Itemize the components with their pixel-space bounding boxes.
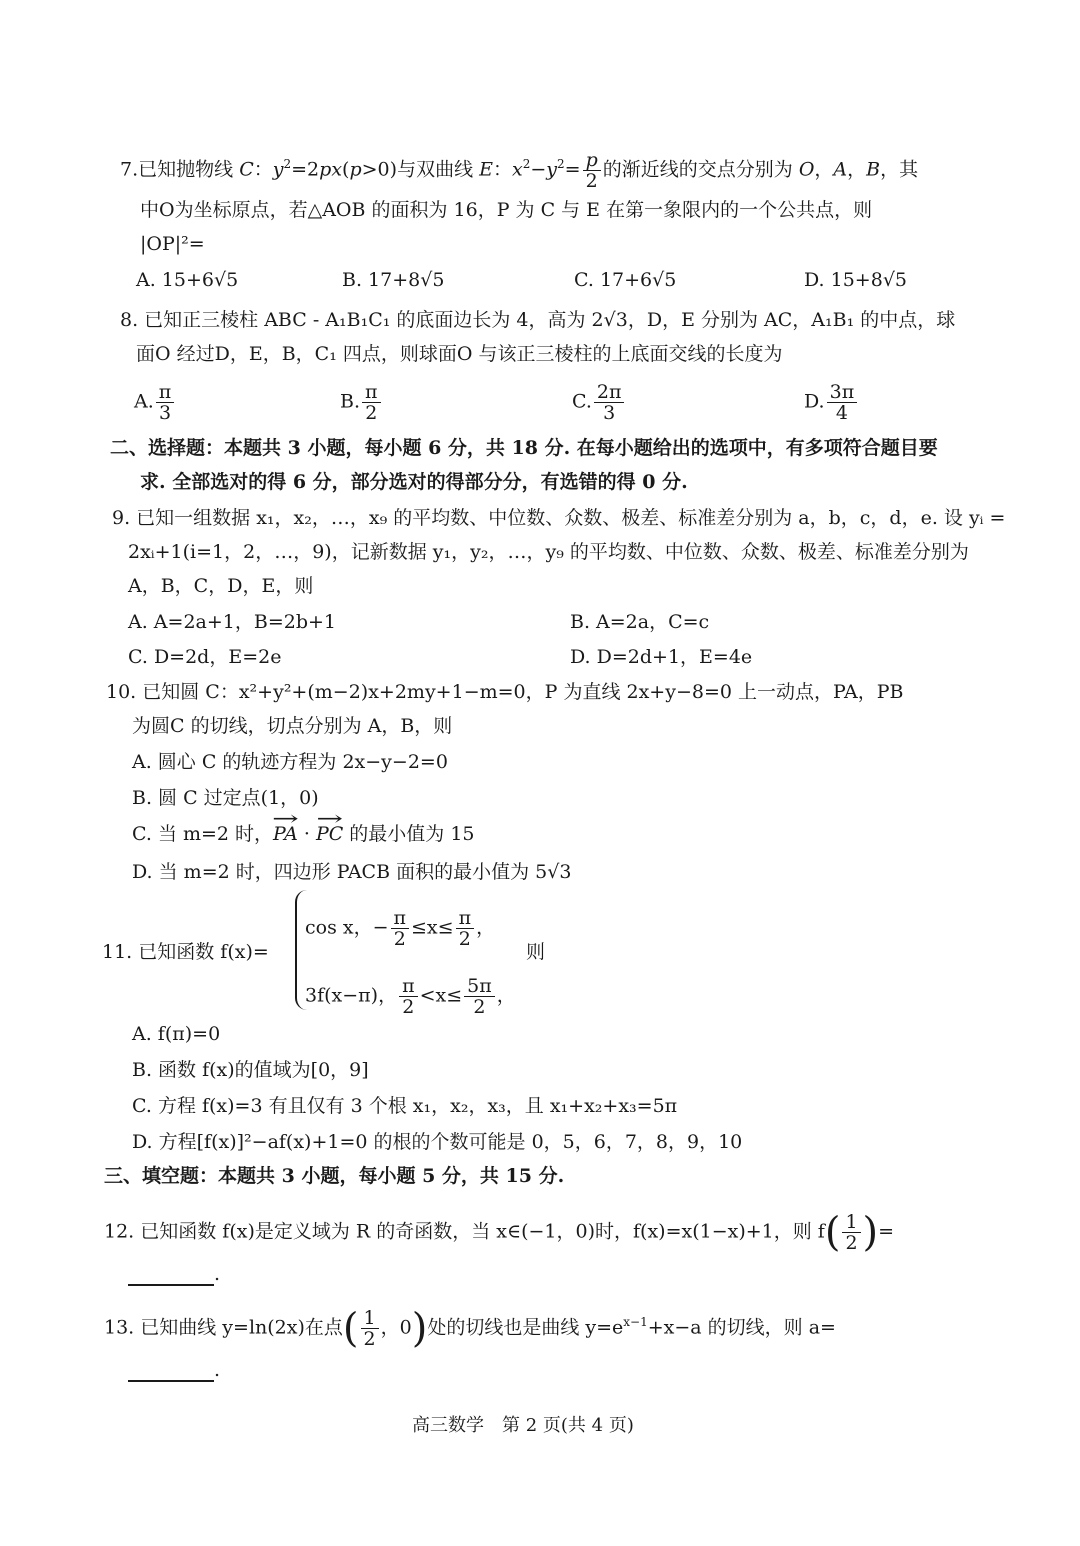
q8-option-d: D. $\frac{3\pi}{4}$ — [804, 382, 859, 423]
q11-option-a: A. f(π)=0 — [132, 1023, 221, 1045]
q9-option-b: B. A=2a，C=c — [570, 611, 710, 633]
q8-option-c: C. $\frac{2\pi}{3}$ — [572, 382, 626, 423]
q8-option-a: A. $\frac{\pi}{3}$ — [134, 382, 176, 423]
q8-option-b: B. $\frac{\pi}{2}$ — [340, 382, 383, 423]
q10-line2: 为圆C 的切线，切点分别为 A，B，则 — [132, 715, 453, 737]
q13-line1: 13. 已知曲线 y=ln(2x)在点( $\frac{1}{2}$ ，0)处的切线也是曲线 $y=e^{x-1}+x-a$ 的切线，则 a= — [104, 1305, 836, 1352]
q9-option-a: A. A=2a+1，B=2b+1 — [128, 611, 337, 633]
section2-heading-line1: 二、选择题：本题共 3 小题，每小题 6 分，共 18 分. 在每小题给出的选项中，有多项符合题目要 — [110, 437, 938, 459]
q11-option-b: B. 函数 f(x)的值域为[0，9] — [132, 1059, 369, 1081]
section2-heading-line2: 求. 全部选对的得 6 分，部分选对的得部分分，有选错的得 0 分. — [140, 471, 688, 493]
q9-option-d: D. D=2d+1，E=4e — [570, 646, 753, 668]
q7-line3: |OP|²= — [140, 233, 205, 255]
q11-case1: cos x，− $\frac{\pi}{2}$ ≤x≤ $\frac{\pi}{2}$ ， — [305, 907, 496, 950]
section3-heading: 三、填空题：本题共 3 小题，每小题 5 分，共 15 分. — [104, 1165, 565, 1187]
q11-lead: 11. 已知函数 f(x)= — [102, 941, 269, 963]
q7-option-d: D. 15+8√5 — [804, 269, 908, 291]
page-footer: 高三数学 第 2 页(共 4 页) — [412, 1415, 634, 1436]
q11-case2: 3f(x−π)， $\frac{\pi}{2}$ <x≤ $\frac{5\pi}{2}$ ， — [305, 975, 516, 1018]
q10-option-c: C. 当 m=2 时，→ PA · → PC 的最小值为 15 — [132, 822, 475, 846]
q8-line2: 面O 经过D，E，B，C₁ 四点，则球面O 与该正三棱柱的上底面交线的长度为 — [136, 343, 783, 365]
q10-option-b: B. 圆 C 过定点(1，0) — [132, 787, 319, 809]
q11-then: 则 — [526, 941, 546, 963]
q7-line1: 7.已知抛物线 C：$y^2=2px(p>0)$与双曲线 E：$x^2-y^2=$ $\frac{p}{2}$ 的渐近线的交点分别为 O，A，B，其 — [120, 149, 919, 192]
q10-option-a: A. 圆心 C 的轨迹方程为 2x−y−2=0 — [132, 751, 448, 773]
q9-line3: A，B，C，D，E，则 — [128, 575, 314, 597]
q11-option-d: D. 方程[f(x)]²−af(x)+1=0 的根的个数可能是 0，5，6，7，8，9，10 — [132, 1131, 743, 1153]
q12-answer-line: . — [128, 1262, 220, 1286]
q12-answer-blank[interactable] — [128, 1264, 214, 1286]
q13-answer-line: . — [128, 1358, 220, 1382]
q7-option-c: C. 17+6√5 — [574, 269, 677, 291]
q8-line1: 8. 已知正三棱柱 ABC - A₁B₁C₁ 的底面边长为 4，高为 2√3，D，E 分别为 AC，A₁B₁ 的中点，球 — [120, 309, 956, 331]
q12-line1: 12. 已知函数 f(x)是定义域为 R 的奇函数，当 x∈(−1，0)时，f(x)=x(1−x)+1，则 f( $\frac{1}{2}$ )= — [104, 1209, 895, 1256]
q7-option-b: B. 17+8√5 — [342, 269, 445, 291]
q10-line1: 10. 已知圆 C：x²+y²+(m−2)x+2my+1−m=0，P 为直线 2x+y−8=0 上一动点，PA，PB — [106, 681, 904, 703]
q11-option-c: C. 方程 f(x)=3 有且仅有 3 个根 x₁，x₂，x₃，且 x₁+x₂+x₃=5π — [132, 1095, 678, 1117]
q9-line1: 9. 已知一组数据 x₁，x₂，…，x₉ 的平均数、中位数、众数、极差、标准差分别为 a，b，c，d，e. 设 yᵢ = — [112, 507, 1006, 529]
q7-line2: 中O为坐标原点，若△AOB 的面积为 16，P 为 C 与 E 在第一象限内的一个公共点，则 — [140, 199, 873, 221]
q9-option-c: C. D=2d，E=2e — [128, 646, 282, 668]
q9-line2: 2xᵢ+1(i=1，2，…，9)，记新数据 y₁，y₂，…，y₉ 的平均数、中位数、众数、极差、标准差分别为 — [128, 541, 969, 563]
q13-answer-blank[interactable] — [128, 1360, 214, 1382]
q10-option-d: D. 当 m=2 时，四边形 PACB 面积的最小值为 5√3 — [132, 861, 572, 883]
q7-option-a: A. 15+6√5 — [136, 269, 239, 291]
